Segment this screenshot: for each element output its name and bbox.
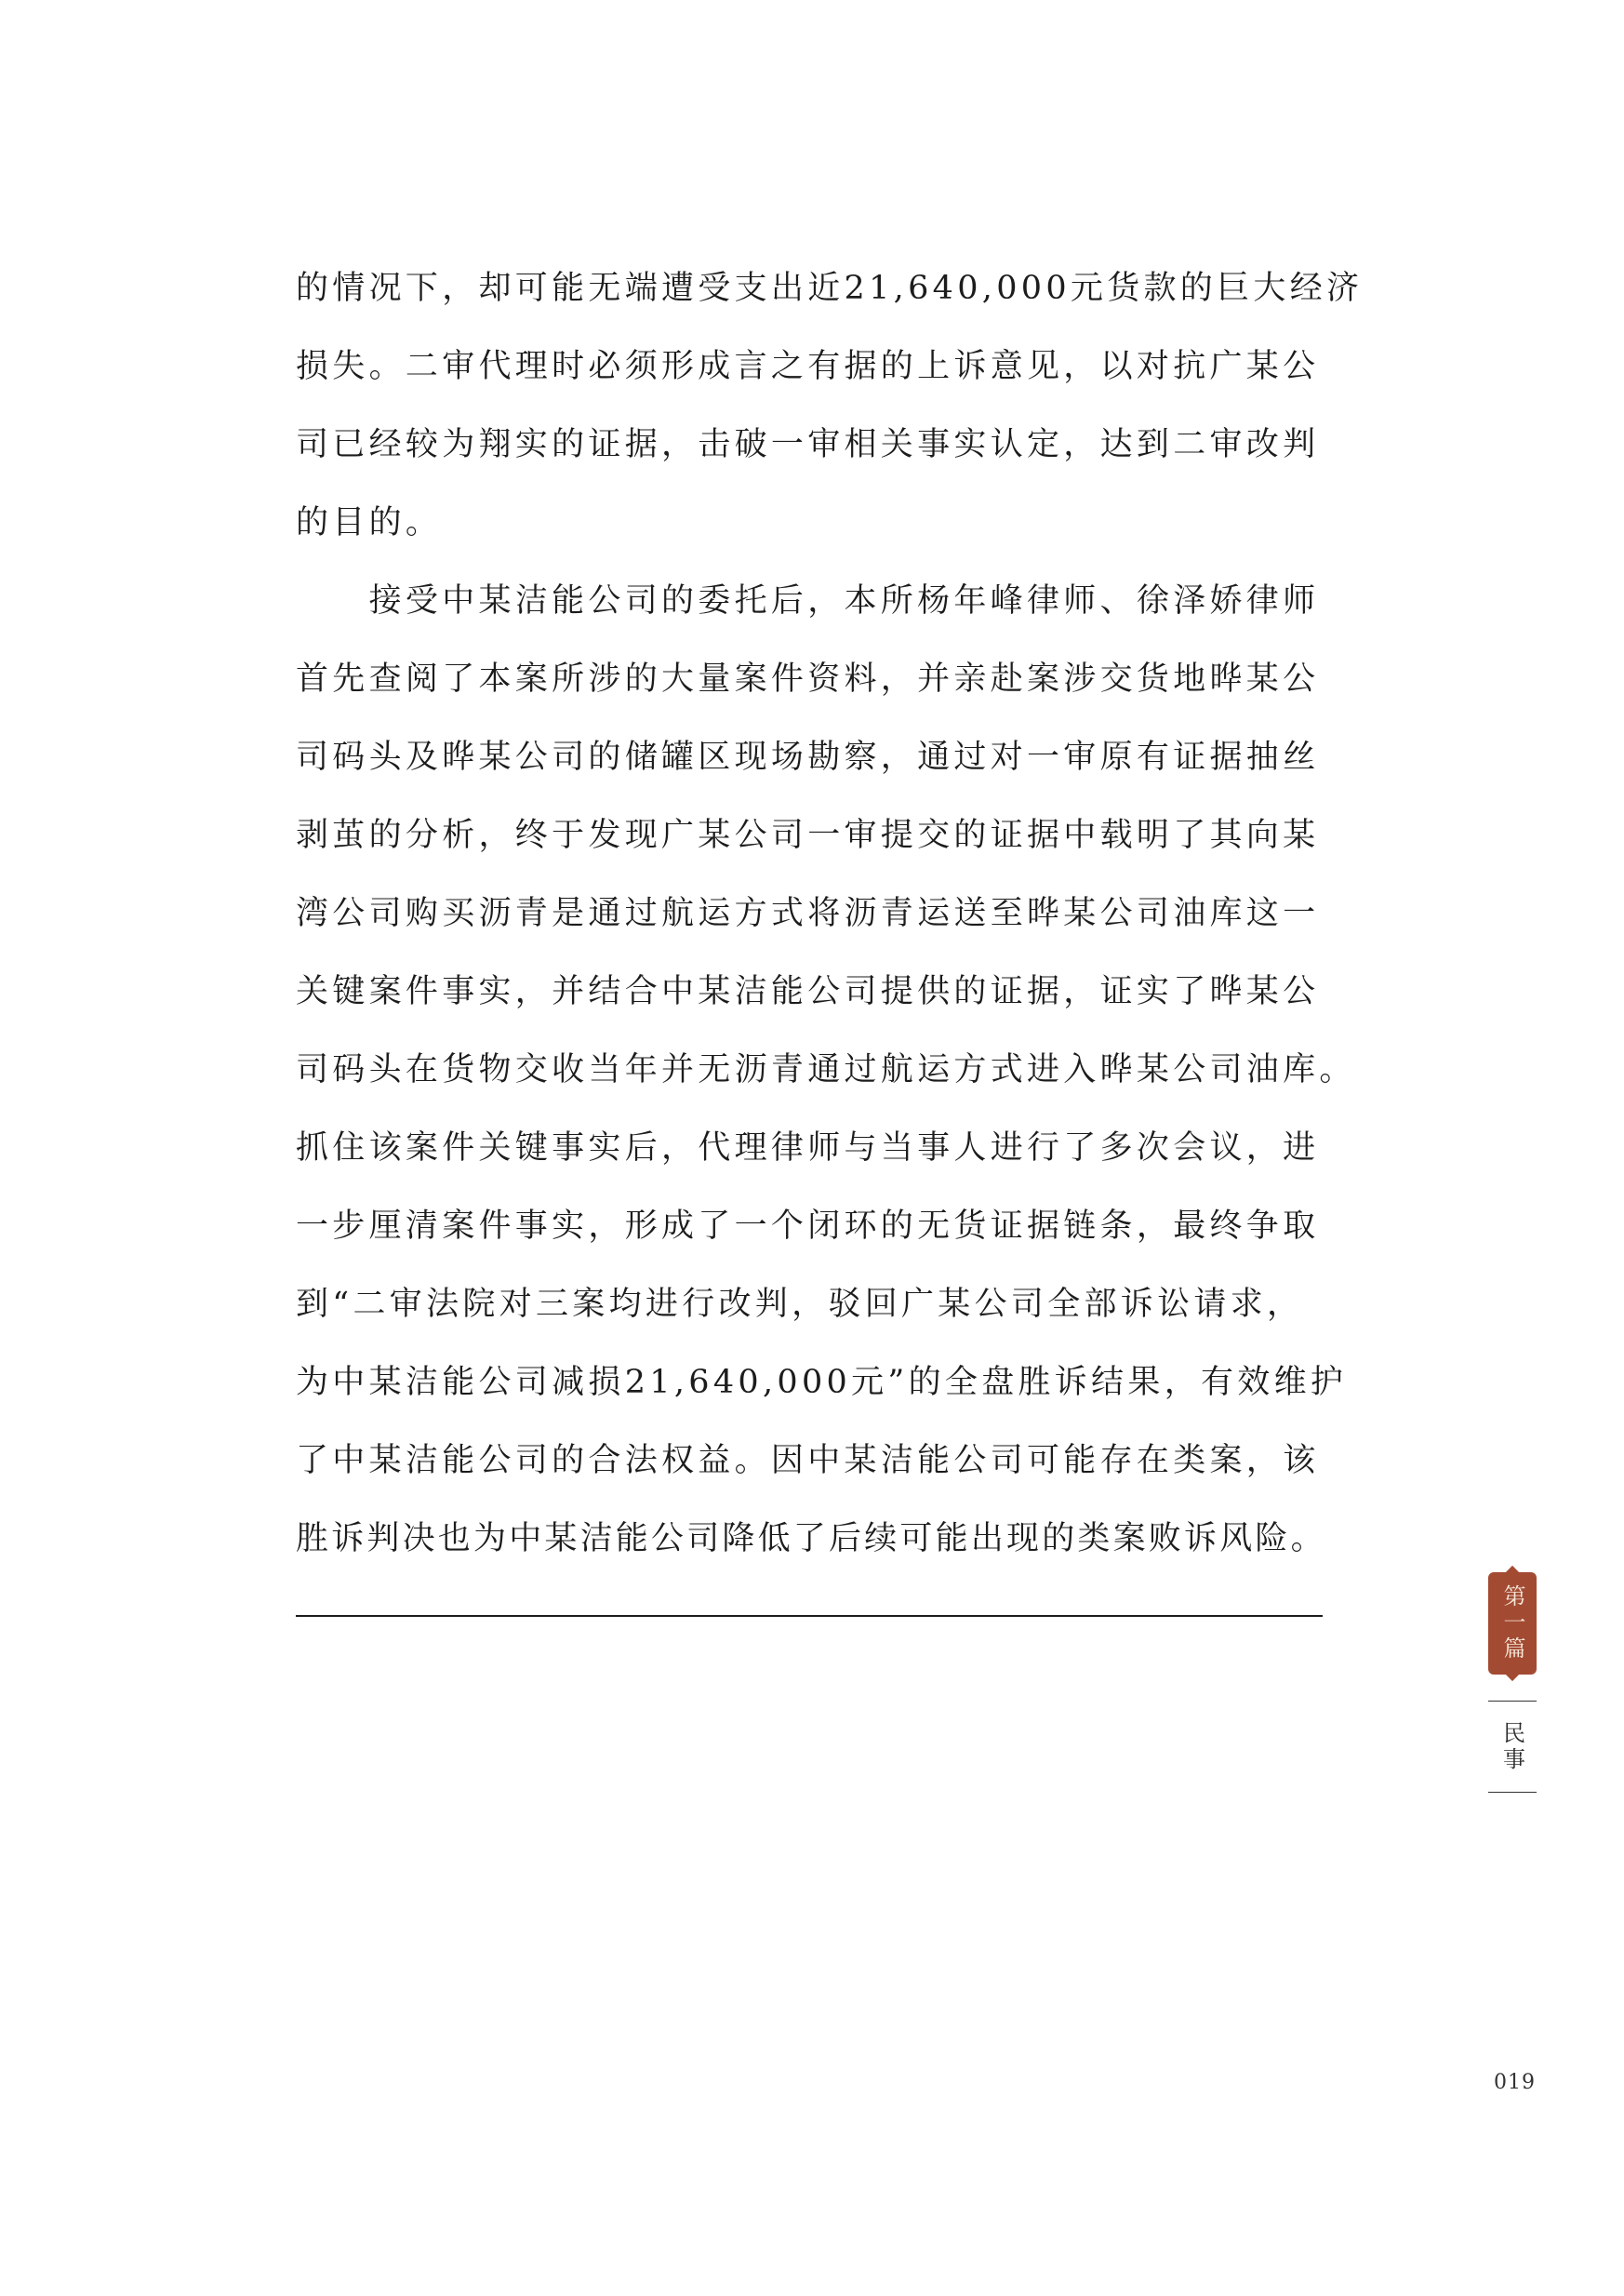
- section-divider: [296, 1615, 1323, 1617]
- body-text: [296, 249, 1364, 1578]
- section-label: 民事: [1498, 1721, 1525, 1773]
- text-line-2: 损失。二审代理时必须形成言之有据的上诉意见，以对抗广某公: [296, 348, 1320, 385]
- text-line-6: 首先查阅了本案所涉的大量案件资料，并亲赴案涉交货地晔某公: [296, 661, 1320, 698]
- page-number: 019: [1494, 2071, 1536, 2094]
- text-line-3: 司已经较为翔实的证据，击破一审相关事实认定，达到二审改判: [296, 426, 1320, 463]
- text-line-1: 的情况下，却可能无端遭受支出近21,640,000元货款的巨大经济: [296, 270, 1364, 307]
- text-line-9: 湾公司购买沥青是通过航运方式将沥青运送至晔某公司油库这一: [296, 895, 1320, 932]
- text-line-14: 到“二审法院对三案均进行改判，驳回广某公司全部诉讼请求，: [296, 1286, 1304, 1323]
- side-rule-bottom: [1488, 1792, 1537, 1793]
- text-line-11: 司码头在货物交收当年并无沥青通过航运方式进入晔某公司油库。: [296, 1051, 1356, 1088]
- part-tab: [1488, 1572, 1537, 1675]
- text-line-5: 接受中某洁能公司的委托后，本所杨年峰律师、徐泽娇律师: [296, 582, 1320, 620]
- text-line-10: 关键案件事实，并结合中某洁能公司提供的证据，证实了晔某公: [296, 973, 1320, 1010]
- text-line-7: 司码头及晔某公司的储罐区现场勘察，通过对一审原有证据抽丝: [296, 739, 1320, 776]
- text-line-8: 剥茧的分析，终于发现广某公司一审提交的证据中载明了其向某: [296, 817, 1320, 854]
- text-line-17: 胜诉判决也为中某洁能公司降低了后续可能出现的类案败诉风险。: [296, 1520, 1326, 1557]
- text-line-16: 了中某洁能公司的合法权益。因中某洁能公司可能存在类案，该: [296, 1442, 1320, 1479]
- text-line-13: 一步厘清案件事实，形成了一个闭环的无货证据链条，最终争取: [296, 1208, 1320, 1245]
- text-line-12: 抓住该案件关键事实后，代理律师与当事人进行了多次会议，进: [296, 1129, 1320, 1167]
- part-label: 第一篇: [1499, 1584, 1525, 1662]
- text-line-4: 的目的。: [296, 504, 443, 541]
- side-rule-top: [1488, 1701, 1537, 1702]
- section-label-box: [1488, 1710, 1537, 1784]
- text-line-15: 为中某洁能公司减损21,640,000元”的全盘胜诉结果，有效维护: [296, 1364, 1348, 1401]
